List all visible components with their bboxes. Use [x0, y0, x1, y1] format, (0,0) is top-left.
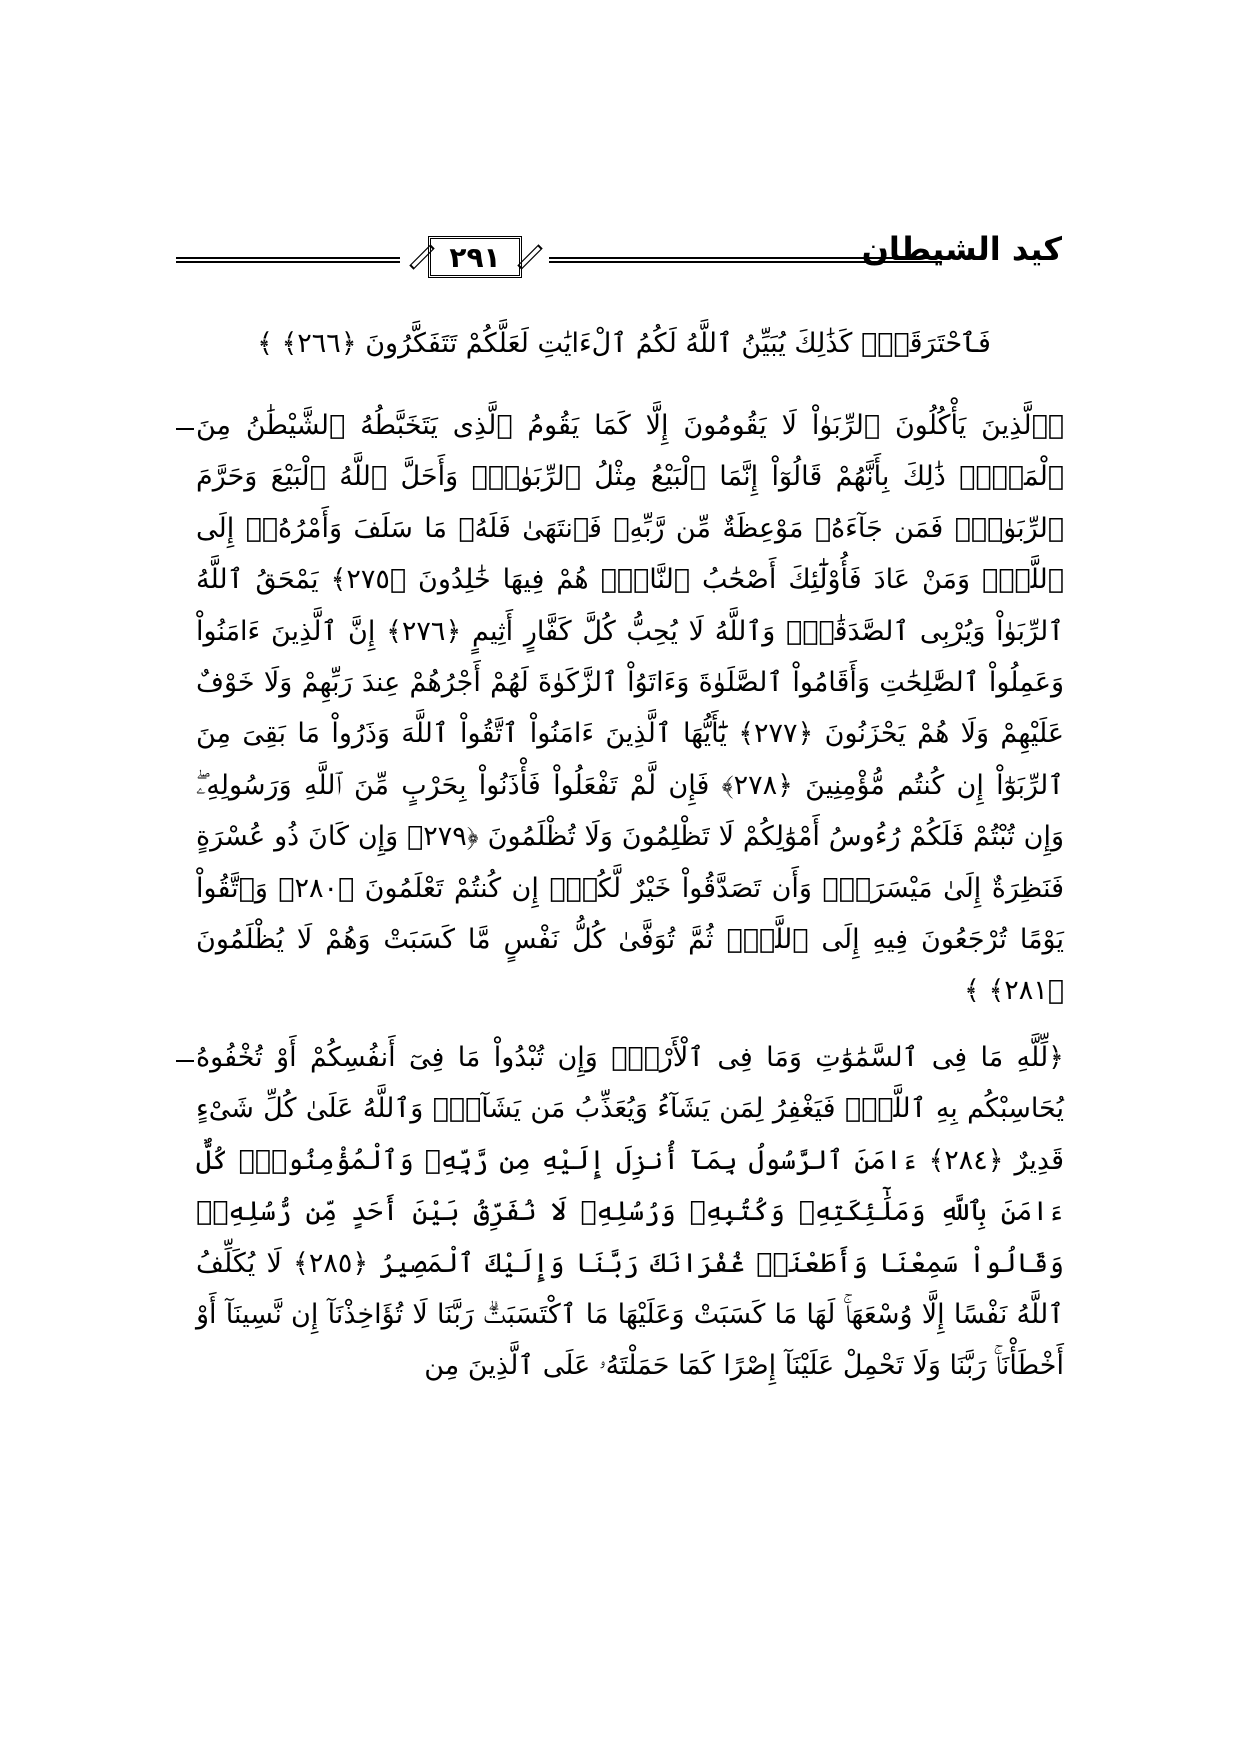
- page-number-frame: [414, 232, 538, 284]
- verse-block-closing: ﴿لِّلَّهِ مَا فِى ٱلسَّمَٰوَٰتِ وَمَا فِى ٱلْأَرْضِۗ وَإِن تُبْدُواْ مَا فِىٓ أَنفُسِكُمْ أَوْ تُخْفُوهُ يُحَاسِبْكُم بِهِ ٱللَّهُۖ فَيَغْفِرُ لِمَن يَشَآءُ وَيُعَذِّبُ مَن يَشَآءُۗ وَٱللَّهُ عَلَىٰ كُلِّ شَىْءٍ قَدِيرٌ ﴿٢٨٤﴾ ءَامَنَ ٱلرَّسُولُ بِمَآ أُنزِلَ إِلَيْهِ مِن رَّبِّهِۦ وَٱلْمُؤْمِنُونَۚ كُلٌّ ءَامَنَ بِٱللَّهِ وَمَلَٰٓئِكَتِهِۦ وَكُتُبِهِۦ وَرُسُلِهِۦ لَا نُفَرِّقُ بَيْنَ أَحَدٍ مِّن رُّسُلِهِۦۚ وَقَالُواْ سَمِعْنَا وَأَطَعْنَاۖ غُفْرَانَكَ رَبَّنَا وَإِلَيْكَ ٱلْمَصِيرُ ﴿٢٨٥﴾ لَا يُكَلِّفُ ٱللَّهُ نَفْسًا إِلَّا وُسْعَهَاۚ لَهَا مَا كَسَبَتْ وَعَلَيْهَا مَا ٱكْتَسَبَتْۗ رَبَّنَا لَا تُؤَاخِذْنَآ إِن نَّسِينَآ أَوْ أَخْطَأْنَاۚ رَبَّنَا وَلَا تَحْمِلْ عَلَيْنَآ إِصْرًا كَمَا حَمَلْتَهُۥ عَلَى ٱلَّذِينَ مِن: [196, 1042, 1065, 1382]
- page-header: [176, 224, 1062, 296]
- page-number: ٢٩١: [449, 240, 501, 274]
- header-rule-left: [176, 257, 400, 263]
- dash-bullet: [176, 428, 194, 430]
- book-title: كيد الشيطان: [861, 230, 1062, 268]
- verse-block-riba: ﴿ٱلَّذِينَ يَأْكُلُونَ ٱلرِّبَوٰاْ لَا يَقُومُونَ إِلَّا كَمَا يَقُومُ ٱلَّذِى يَتَخَبَّطُهُ ٱلشَّيْطَٰنُ مِنَ ٱلْمَسِّۚ ذَٰلِكَ بِأَنَّهُمْ قَالُوٓاْ إِنَّمَا ٱلْبَيْعُ مِثْلُ ٱلرِّبَوٰاْۗ وَأَحَلَّ ٱللَّهُ ٱلْبَيْعَ وَحَرَّمَ ٱلرِّبَوٰاْۚ فَمَن جَآءَهُۥ مَوْعِظَةٌ مِّن رَّبِّهِۦ فَٱنتَهَىٰ فَلَهُۥ مَا سَلَفَ وَأَمْرُهُۥٓ إِلَى ٱللَّهِۖ وَمَنْ عَادَ فَأُوْلَٰٓئِكَ أَصْحَٰبُ ٱلنَّارِۖ هُمْ فِيهَا خَٰلِدُونَ ﴿٢٧٥﴾ يَمْحَقُ ٱللَّهُ ٱلرِّبَوٰاْ وَيُرْبِى ٱلصَّدَقَٰتِۗ وَٱللَّهُ لَا يُحِبُّ كُلَّ كَفَّارٍ أَثِيمٍ ﴿٢٧٦﴾ إِنَّ ٱلَّذِينَ ءَامَنُواْ وَعَمِلُواْ ٱلصَّٰلِحَٰتِ وَأَقَامُواْ ٱلصَّلَوٰةَ وَءَاتَوُاْ ٱلزَّكَوٰةَ لَهُمْ أَجْرُهُمْ عِندَ رَبِّهِمْ وَلَا خَوْفٌ عَلَيْهِمْ وَلَا هُمْ يَحْزَنُونَ ﴿٢٧٧﴾ يَٰٓأَيُّهَا ٱلَّذِينَ ءَامَنُواْ ٱتَّقُواْ ٱللَّهَ وَذَرُواْ مَا بَقِىَ مِنَ ٱلرِّبَوٰٓاْ إِن كُنتُم مُّؤْمِنِينَ ﴿٢٧٨﴾ فَإِن لَّمْ تَفْعَلُواْ فَأْذَنُواْ بِحَرْبٍ مِّنَ ٱللَّهِ وَرَسُولِهِۦۖ وَإِن تُبْتُمْ فَلَكُمْ رُءُوسُ أَمْوَٰلِكُمْ لَا تَظْلِمُونَ وَلَا تُظْلَمُونَ ﴿٢٧٩﴾ وَإِن كَانَ ذُو عُسْرَةٍ فَنَظِرَةٌ إِلَىٰ مَيْسَرَةٍۚ وَأَن تَصَدَّقُواْ خَيْرٌ لَّكُمْۖ إِن كُنتُمْ تَعْلَمُونَ ﴿٢٨٠﴾ وَٱتَّقُواْ يَوْمًا تُرْجَعُونَ فِيهِ إِلَى ٱللَّهِۖ ثُمَّ تُوَفَّىٰ كُلُّ نَفْسٍ مَّا كَسَبَتْ وَهُمْ لَا يُظْلَمُونَ ﴿٢٨١﴾ ﴾: [196, 410, 1064, 1007]
- dash-bullet: [176, 1060, 194, 1062]
- verse-continuation: فَٱحْتَرَقَتْۗ كَذَٰلِكَ يُبَيِّنُ ٱللَّهُ لَكُمُ ٱلْءَايَٰتِ لَعَلَّكُمْ تَتَفَكَّرُونَ ﴿٢٦٦﴾ ﴾: [257, 328, 991, 359]
